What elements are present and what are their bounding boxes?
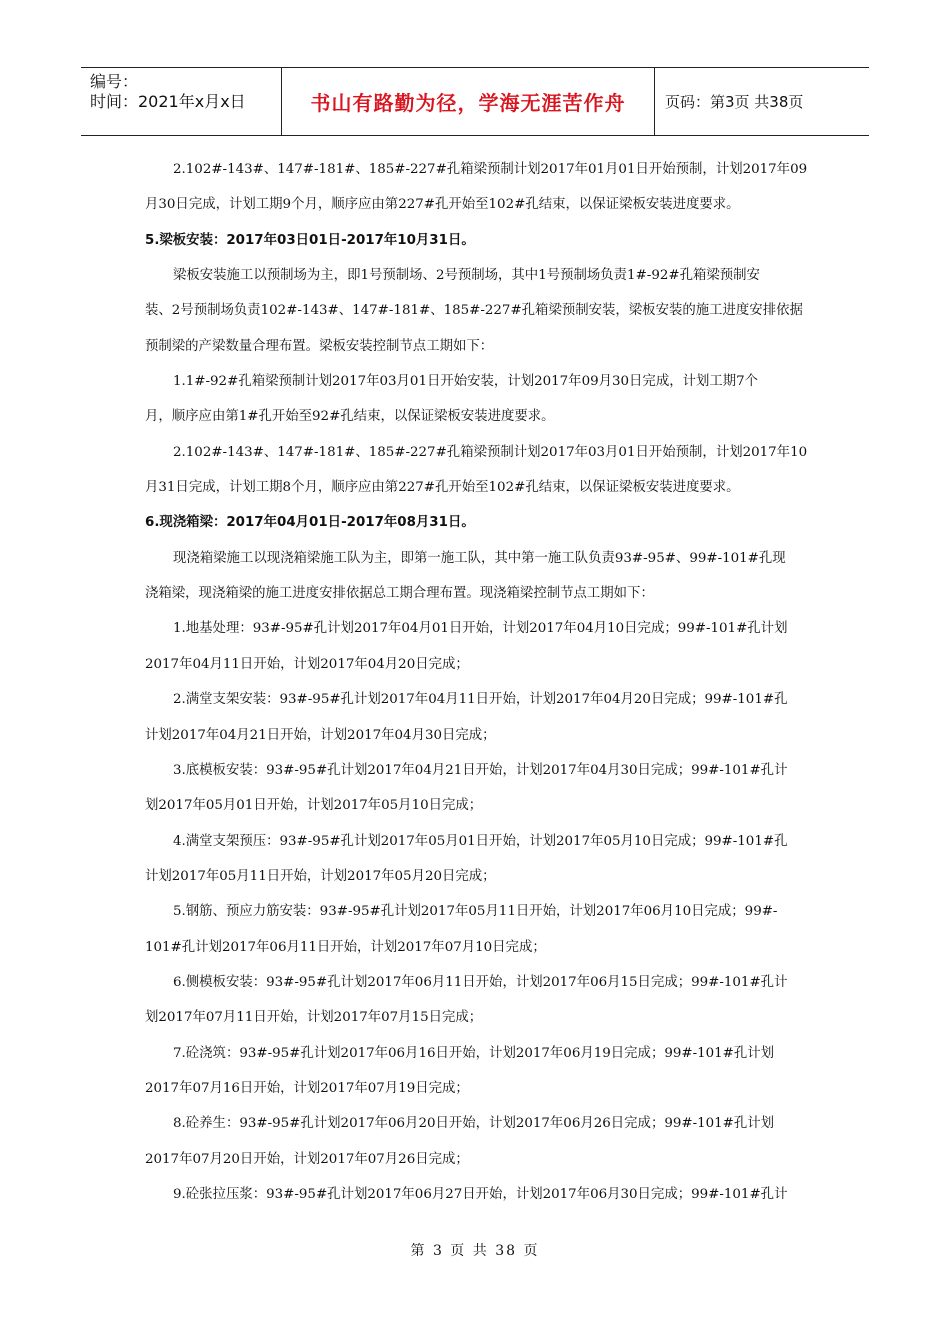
- text-line: 月30日完成，计划工期9个月，顺序应由第227#孔开始至102#孔结束，以保证梁板安装进度要求。: [145, 197, 740, 213]
- section-heading: 6.现浇箱梁：2017年04月01日-2017年08月31日。: [145, 515, 475, 531]
- text-line: 101#孔计划2017年06月11日开始，计划2017年07月10日完成；: [145, 939, 546, 955]
- text-line: 2017年04月11日开始，计划2017年04月20日完成；: [145, 656, 469, 672]
- text-line: 月31日完成，计划工期8个月，顺序应由第227#孔开始至102#孔结束，以保证梁板安装进度要求。: [145, 480, 740, 496]
- text-line: 浇箱梁，现浇箱梁的施工进度安排依据总工期合理布置。现浇箱梁控制节点工期如下：: [145, 586, 654, 602]
- document-date-label: 时间：2021年x月x日: [90, 92, 246, 111]
- section-heading: 5.梁板安装：2017年03日01日-2017年10月31日。: [145, 232, 475, 248]
- text-line: 计划2017年04月21日开始，计划2017年04月30日完成；: [145, 727, 496, 743]
- text-line: 2.102#-143#、147#-181#、185#-227#孔箱梁预制计划2017年01月01日开始预制，计划2017年09: [173, 162, 808, 177]
- document-number-label: 编号：: [90, 72, 139, 91]
- page-footer: 第 3 页 共 38 页: [410, 1243, 540, 1259]
- document-body: [145, 152, 817, 1212]
- text-line: 1.地基处理：93#-95#孔计划2017年04月01日开始，计划2017年04月10日完成；99#-101#孔计划: [173, 621, 788, 637]
- text-line: 8.砼养生：93#-95#孔计划2017年06月20日开始，计划2017年06月26日完成；99#-101#孔计划: [173, 1116, 775, 1132]
- text-line: 6.侧模板安装：93#-95#孔计划2017年06月11日开始，计划2017年06月15日完成；99#-101#孔计: [173, 974, 788, 990]
- text-line: 划2017年07月11日开始，计划2017年07月15日完成；: [145, 1010, 483, 1026]
- text-line: 梁板安装施工以预制场为主，即1号预制场、2号预制场，其中1号预制场负责1#-92#孔箱梁预制安: [173, 268, 760, 284]
- text-line: 现浇箱梁施工以现浇箱梁施工队为主，即第一施工队，其中第一施工队负责93#-95#、99#-101#孔现: [173, 550, 786, 566]
- text-line: 4.满堂支架预压：93#-95#孔计划2017年05月01日开始，计划2017年05月10日完成；99#-101#孔: [173, 833, 788, 849]
- header-page-info: 页码：第3页 共38页: [665, 93, 804, 111]
- page-header: [81, 67, 869, 136]
- text-line: 5.钢筋、预应力筋安装：93#-95#孔计划2017年05月11日开始，计划2017年06月10日完成；99#-: [173, 904, 778, 920]
- text-line: 2.满堂支架安装：93#-95#孔计划2017年04月11日开始，计划2017年04月20日完成；99#-101#孔: [173, 692, 788, 708]
- header-motto: 书山有路勤为径，学海无涯苦作舟: [281, 68, 655, 135]
- header-meta: [81, 68, 281, 135]
- text-line: 预制梁的产梁数量合理布置。梁板安装控制节点工期如下：: [145, 338, 494, 354]
- text-line: 2017年07月16日开始，计划2017年07月19日完成；: [145, 1080, 469, 1096]
- text-line: 7.砼浇筑：93#-95#孔计划2017年06月16日开始，计划2017年06月19日完成；99#-101#孔计划: [173, 1045, 775, 1061]
- text-line: 划2017年05月01日开始，计划2017年05月10日完成；: [145, 798, 483, 814]
- text-line: 3.底模板安装：93#-95#孔计划2017年04月21日开始，计划2017年04月30日完成；99#-101#孔计: [173, 762, 788, 778]
- text-line: 2017年07月20日开始，计划2017年07月26日完成；: [145, 1151, 469, 1167]
- text-line: 2.102#-143#、147#-181#、185#-227#孔箱梁预制计划2017年03月01日开始预制，计划2017年10: [173, 444, 808, 460]
- text-line: 9.砼张拉压浆：93#-95#孔计划2017年06月27日开始，计划2017年06月30日完成；99#-101#孔计: [173, 1186, 788, 1202]
- text-line: 1.1#-92#孔箱梁预制计划2017年03月01日开始安装，计划2017年09月30日完成，计划工期7个: [173, 374, 759, 390]
- text-line: 装、2号预制场负责102#-143#、147#-181#、185#-227#孔箱梁预制安装，梁板安装的施工进度安排依据: [145, 303, 803, 319]
- text-line: 月，顺序应由第1#孔开始至92#孔结束，以保证梁板安装进度要求。: [145, 409, 555, 425]
- text-line: 计划2017年05月11日开始，计划2017年05月20日完成；: [145, 868, 496, 884]
